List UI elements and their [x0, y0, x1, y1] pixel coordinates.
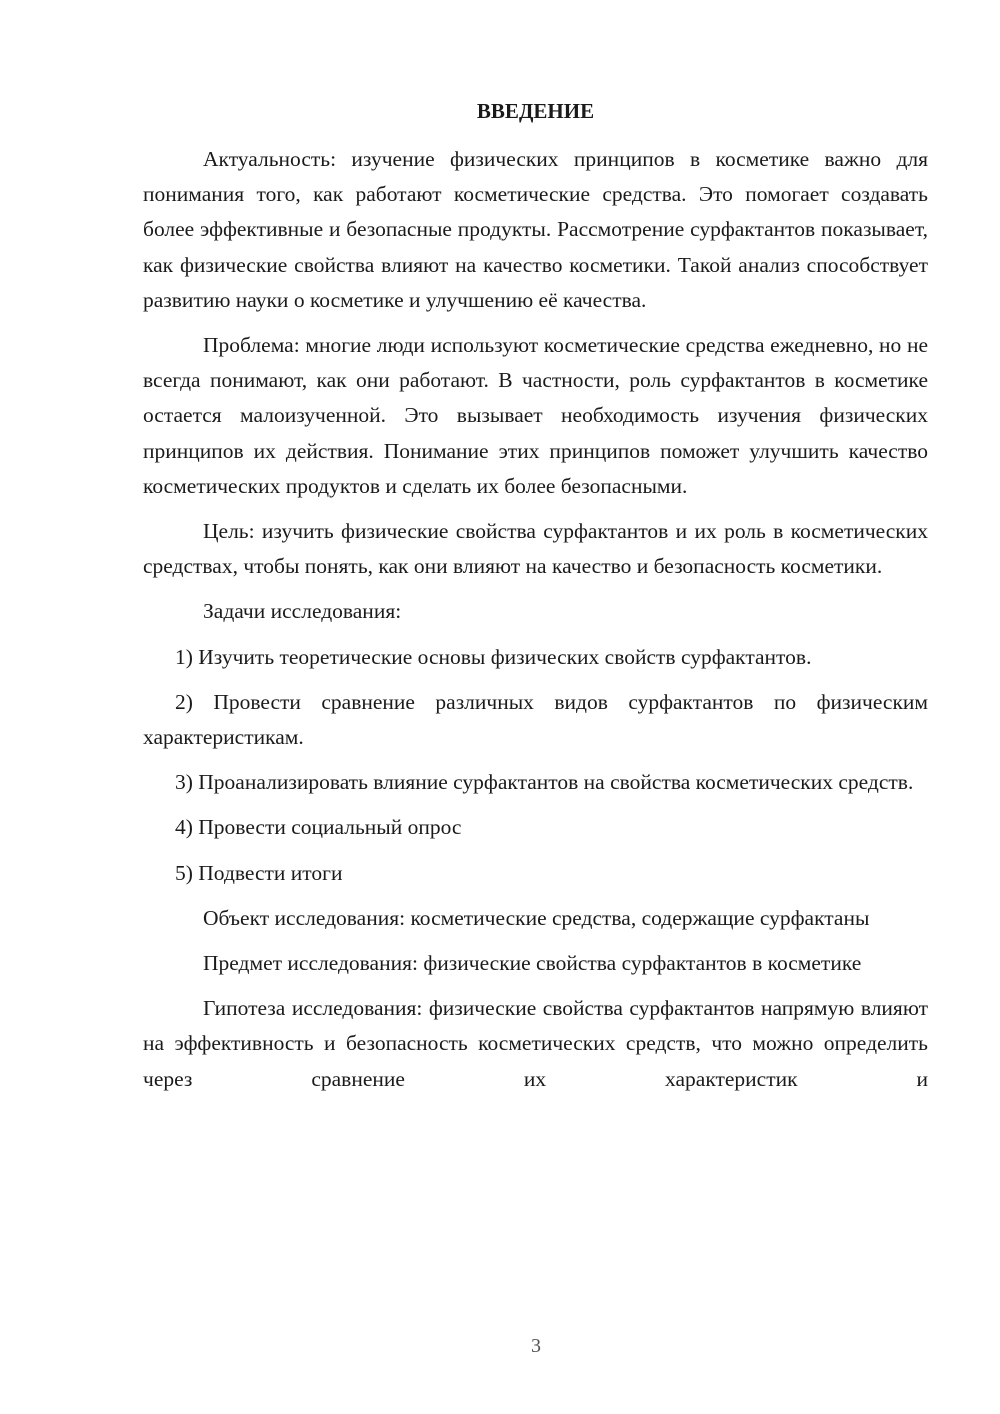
paragraph-tasks-heading: Задачи исследования:	[203, 599, 402, 624]
list-item-task-1: 1) Изучить теоретические основы физических свойств сурфактантов.	[175, 644, 812, 669]
page-title: ВВЕДЕНИЕ	[476, 99, 595, 123]
paragraph-subject: Предмет исследования: физические свойства сурфактантов в косметике	[203, 951, 862, 976]
page-number: 3	[531, 1335, 541, 1357]
list-item-task-4: 4) Провести социальный опрос	[175, 815, 462, 840]
list-item-task-2: 2) Провести сравнение различных видов сурфактантов по физическим характеристикам.	[143, 689, 928, 750]
paragraph-hypothesis: Гипотеза исследования: физические свойства сурфактантов напрямую влияют на эффективность и безопасность косметических средств, что можно определить через сравнение их характеристик и	[143, 996, 928, 1091]
document-body	[143, 142, 928, 1107]
paragraph-object: Объект исследования: косметические средства, содержащие сурфактаны	[203, 905, 870, 930]
paragraph-problem: Проблема: многие люди используют косметические средства ежедневно, но не всегда понимают, как они работают. В частности, роль сурфактантов в косметике остается малоизученной. Это вызывает необходимость изучения физических принципов их действия. Понимание этих принципов поможет улучшить качество косметических продуктов и сделать их более безопасными.	[143, 333, 928, 498]
list-item-task-3: 3) Проанализировать влияние сурфактантов на свойства косметических средств.	[175, 770, 914, 795]
paragraph-relevance: Актуальность: изучение физических принципов в косметике важно для понимания того, как работают косметические средства. Это помогает создавать более эффективные и безопасные продукты. Рассмотрение сурфактантов показывает, как физические свойства влияют на качество косметики. Такой анализ способствует развитию науки о косметике и улучшению её качества.	[143, 147, 928, 312]
list-item-task-5: 5) Подвести итоги	[175, 860, 343, 885]
paragraph-goal: Цель: изучить физические свойства сурфактантов и их роль в косметических средствах, чтобы понять, как они влияют на качество и безопасность косметики.	[143, 519, 928, 579]
